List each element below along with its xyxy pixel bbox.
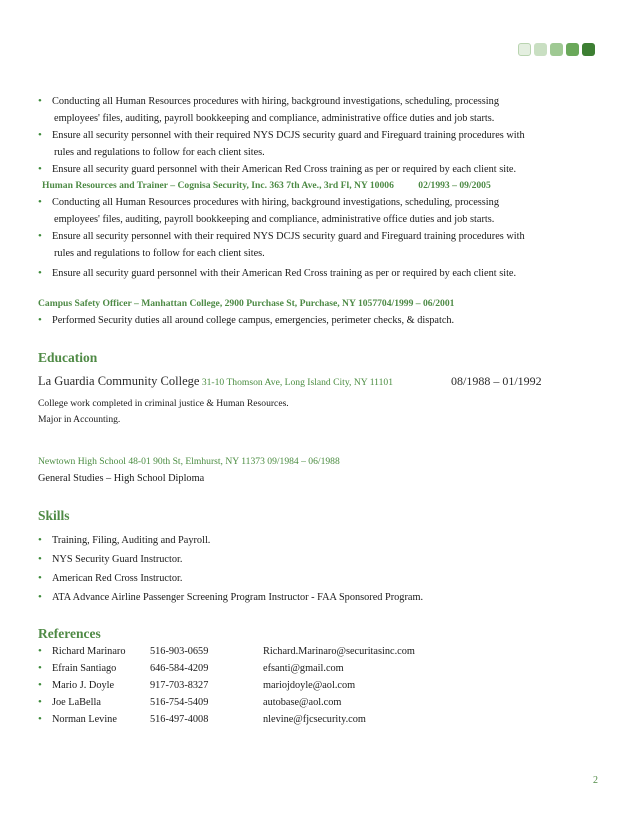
list-item: • Ensure all security guard personnel with their American Red Cross training as per or required by each client site.	[38, 265, 598, 282]
skills-heading: Skills	[38, 508, 70, 523]
list-item: • Joe LaBella 516-754-5409 autobase@aol.com	[38, 694, 598, 711]
reference-email[interactable]: nlevine@fjcsecurity.com	[263, 714, 366, 725]
college-note: College work completed in criminal justice & Human Resources.	[38, 398, 289, 409]
bullet-icon: •	[38, 534, 42, 546]
bullet-icon: •	[38, 679, 42, 691]
list-item: • Conducting all Human Resources procedures with hiring, background investigations, scheduling, processing employees' files, auditing, payroll bookkeeping and compliance, administrative office duties and job starts.	[38, 95, 499, 124]
bullet-icon: •	[38, 645, 42, 657]
reference-email[interactable]: mariojdoyle@aol.com	[263, 680, 356, 691]
college-row	[38, 371, 598, 393]
high-school-line: Newtown High School 48-01 90th St, Elmhurst, NY 11373 09/1984 – 06/1988	[38, 456, 340, 467]
experience-bullets-top	[38, 93, 598, 178]
references-list	[38, 643, 598, 728]
bullet-icon: •	[38, 553, 42, 565]
bullet-icon: •	[38, 163, 42, 175]
reference-email[interactable]: autobase@aol.com	[263, 697, 342, 708]
list-item: • Performed Security duties all around college campus, emergencies, perimeter checks, & dispatch.	[38, 312, 598, 329]
list-item: • Ensure all security personnel with their required NYS DCJS security guard and Fireguard training procedures with rules and regulations to follow for each client sites.	[38, 129, 525, 158]
decor-square	[550, 43, 563, 56]
page-number: 2	[593, 775, 598, 786]
bullet-icon: •	[38, 314, 42, 326]
list-item: • Norman Levine 516-497-4008 nlevine@fjcsecurity.com	[38, 711, 598, 728]
list-item: • Mario J. Doyle 917-703-8327 mariojdoyle@aol.com	[38, 677, 598, 694]
decor-square	[518, 43, 531, 56]
bullet-icon: •	[38, 95, 42, 107]
college-dates: 08/1988 – 01/1992	[451, 374, 542, 388]
list-item: • ATA Advance Airline Passenger Screening Program Instructor - FAA Sponsored Program.	[38, 588, 598, 607]
college-address: 31-10 Thomson Ave, Long Island City, NY 11101	[199, 377, 393, 388]
bullet-icon: •	[38, 129, 42, 141]
bullet-icon: •	[38, 591, 42, 603]
header-squares-decoration	[518, 43, 595, 56]
bullet-icon: •	[38, 662, 42, 674]
reference-email[interactable]: Richard.Marinaro@securitasinc.com	[263, 646, 415, 657]
bullet-icon: •	[38, 696, 42, 708]
job-title-manhattan: Campus Safety Officer – Manhattan College, 2900 Purchase St, Purchase, NY 1057704/1999 – 06/2001	[38, 298, 455, 309]
list-item: • Ensure all security guard personnel with their American Red Cross training as per or required by each client site.	[38, 161, 598, 178]
list-item: • Conducting all Human Resources procedures with hiring, background investigations, scheduling, processing employees' files, auditing, payroll bookkeeping and compliance, administrative office duties and job starts.	[38, 196, 499, 225]
decor-square	[534, 43, 547, 56]
list-item: • American Red Cross Instructor.	[38, 569, 598, 588]
resume-page	[38, 93, 598, 728]
cognisa-bullets	[38, 194, 598, 282]
college-name: La Guardia Community College	[38, 374, 200, 388]
list-item: • Efrain Santiago 646-584-4209 efsanti@gmail.com	[38, 660, 598, 677]
skills-list	[38, 531, 598, 607]
decor-square	[566, 43, 579, 56]
list-item: • Training, Filing, Auditing and Payroll.	[38, 531, 598, 550]
high-school-note: General Studies – High School Diploma	[38, 473, 205, 484]
bullet-icon: •	[38, 230, 42, 242]
references-heading: References	[38, 626, 101, 641]
bullet-icon: •	[38, 196, 42, 208]
bullet-icon: •	[38, 713, 42, 725]
list-item: • NYS Security Guard Instructor.	[38, 550, 598, 569]
list-item: • Richard Marinaro 516-903-0659 Richard.Marinaro@securitasinc.com	[38, 643, 598, 660]
college-note: Major in Accounting.	[38, 414, 121, 425]
decor-square	[582, 43, 595, 56]
bullet-icon: •	[38, 267, 42, 279]
bullet-icon: •	[38, 572, 42, 584]
education-heading: Education	[38, 350, 98, 365]
list-item: • Ensure all security personnel with their required NYS DCJS security guard and Fireguard training procedures with rules and regulations to follow for each client sites.	[38, 230, 525, 259]
reference-email[interactable]: efsanti@gmail.com	[263, 663, 344, 674]
manhattan-bullets	[38, 312, 598, 329]
job-title-cognisa: Human Resources and Trainer – Cognisa Security, Inc. 363 7th Ave., 3rd Fl, NY 10006 02/1993 – 09/2005	[42, 180, 491, 191]
